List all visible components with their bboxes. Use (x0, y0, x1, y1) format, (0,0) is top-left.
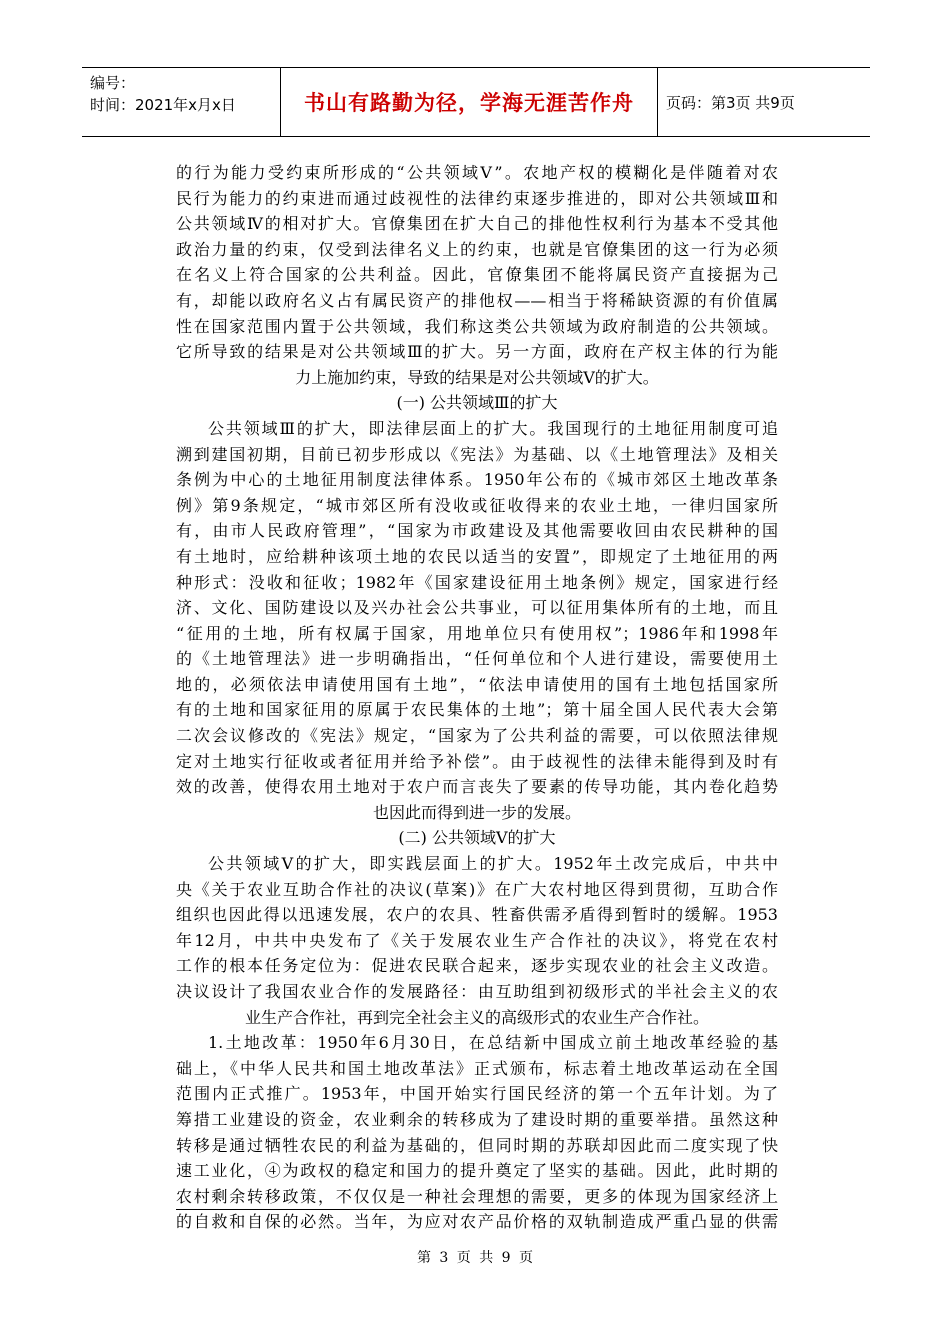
body-text-line: 础上，《中华人民共和国土地改革法》正式颁布，标志着土地改革运动在全国 (176, 1058, 778, 1078)
body-text-line: 转移是通过牺牲农民的利益为基础的，但同时期的苏联却因此而二度实现了快 (176, 1135, 778, 1155)
body-text-line: 济、文化、国防建设以及兴办社会公共事业，可以征用集体所有的土地，而且 (176, 598, 778, 618)
body-text-line: 速工业化，④为政权的稳定和国力的提升奠定了坚实的基础。因此，此时期的 (176, 1161, 778, 1181)
body-text-line: 政治力量的约束，仅受到法律名义上的约束，也就是官僚集团的这一行为必须 (176, 239, 778, 259)
body-text-line: 在名义上符合国家的公共利益。因此，官僚集团不能将属民资产直接据为己 (176, 265, 778, 285)
body-text-line: 定对土地实行征收或者征用并给予补偿”。由于歧视性的法律未能得到及时有 (176, 751, 778, 771)
body-text-line: 决议设计了我国农业合作的发展路径：由互助组到初级形式的半社会主义的农 (176, 982, 778, 1001)
document-date: 时间：2021年x月x日 (90, 96, 236, 114)
body-text-line: 公共领域Ⅲ的扩大，即法律层面上的扩大。我国现行的土地征用制度可追 (208, 418, 778, 438)
body-text-line: 组织也因此得以迅速发展，农户的农具、牲畜供需矛盾得到暂时的缓解。1953 (176, 905, 778, 925)
header-motto-cell (281, 68, 658, 136)
body-text-line: 民行为能力的约束进而通过歧视性的法律约束逐步推进的，即对公共领域Ⅲ和 (176, 188, 778, 208)
page-header (82, 67, 870, 137)
body-text-line: 的自救和自保的必然。当年，为应对农产品价格的双轨制造成严重凸显的供需 (176, 1212, 778, 1232)
body-text-line: 有的土地和国家征用的原属于农民集体的土地”；第十届全国人民代表大会第 (176, 700, 778, 720)
body-bottom-rule (176, 1209, 778, 1210)
body-text-line: 范围内正式推广。1953年，中国开始实行国民经济的第一个五年计划。为了 (176, 1084, 778, 1104)
header-motto: 书山有路勤为径，学海无涯苦作舟 (304, 91, 634, 115)
body-text-line: 有土地时，应给耕种该项土地的农民以适当的安置”，即规定了土地征用的两 (176, 546, 778, 566)
body-text-line: 性在国家范围内置于公共领域，我们称这类公共领域为政府制造的公共领域。 (176, 316, 778, 336)
body-text-line: 的行为能力受约束所形成的“公共领域Ⅴ”。农地产权的模糊化是伴随着对农 (176, 163, 778, 182)
body-text-line: 公共领域Ⅴ的扩大，即实践层面上的扩大。1952年土改完成后，中共中 (208, 854, 778, 874)
section-heading: (一) 公共领域Ⅲ的扩大 (396, 393, 558, 413)
body-text-line: 公共领域Ⅳ的相对扩大。官僚集团在扩大自己的排他性权利行为基本不受其他 (176, 214, 778, 234)
document-body (176, 160, 778, 1235)
header-meta-cell (82, 68, 281, 136)
body-text-line: 筹措工业建设的资金，农业剩余的转移成为了建设时期的重要举措。虽然这种 (176, 1109, 778, 1129)
body-text-line: 年12月，中共中央发布了《关于发展农业生产合作社的决议》，将党在农村 (176, 930, 778, 950)
body-text-line: 效的改善，使得农用土地对于农户而言丧失了要素的传导功能，其内卷化趋势 (176, 777, 778, 797)
body-text-line: 种形式：没收和征收；1982年《国家建设征用土地条例》规定，国家进行经 (176, 572, 778, 592)
body-text-line: “征用的土地，所有权属于国家，用地单位只有使用权”；1986年和1998年 (176, 623, 778, 643)
body-text-line: 它所导致的结果是对公共领域Ⅲ的扩大。另一方面，政府在产权主体的行为能 (176, 342, 778, 362)
body-text-line: 农村剩余转移政策，不仅仅是一种社会理想的需要，更多的体现为国家经济上 (176, 1186, 778, 1206)
header-page-number: 页码：第3页 共9页 (666, 93, 795, 112)
section-heading: (二) 公共领域Ⅴ的扩大 (398, 828, 556, 848)
body-text-line: 有，却能以政府名义占有属民资产的排他权——相当于将稀缺资源的有价值属 (176, 290, 778, 310)
body-text-line: 工作的根本任务定位为：促进农民联合起来，逐步实现农业的社会主义改造。 (176, 956, 778, 976)
page-footer: 第 3 页 共 9 页 (416, 1250, 534, 1266)
document-number: 编号： (90, 74, 136, 92)
body-text-line: 地的，必须依法申请使用国有土地”，“依法申请使用的国有土地包括国家所 (176, 674, 778, 694)
body-text-line: 力上施加约束，导致的结果是对公共领域Ⅴ的扩大。 (295, 367, 659, 387)
body-text-line: 有，由市人民政府管理”，“国家为市政建设及其他需要收回由农民耕种的国 (176, 521, 778, 541)
body-text-line: 溯到建国初期，目前已初步形成以《宪法》为基础、以《土地管理法》及相关 (176, 444, 778, 464)
body-text-line: 例》第9条规定，“城市郊区所有没收或征收得来的农业土地，一律归国家所 (176, 495, 778, 515)
body-text-line: 也因此而得到进一步的发展。 (372, 802, 581, 822)
body-text-line: 央《关于农业互助合作社的决议(草案)》在广大农村地区得到贯彻，互助合作 (176, 879, 778, 899)
body-text-line: 条例为中心的土地征用制度法律体系。1950年公布的《城市郊区土地改革条 (176, 470, 778, 490)
body-text-line: 业生产合作社，再到完全社会主义的高级形式的农业生产合作社。 (244, 1007, 709, 1027)
body-text-line: 1.土地改革：1950年6月30日，在总结新中国成立前土地改革经验的基 (208, 1033, 778, 1053)
body-text-line: 的《土地管理法》进一步明确指出，“任何单位和个人进行建设，需要使用土 (176, 649, 778, 669)
body-text-line: 二次会议修改的《宪法》规定，“国家为了公共利益的需要，可以依照法律规 (176, 726, 778, 746)
